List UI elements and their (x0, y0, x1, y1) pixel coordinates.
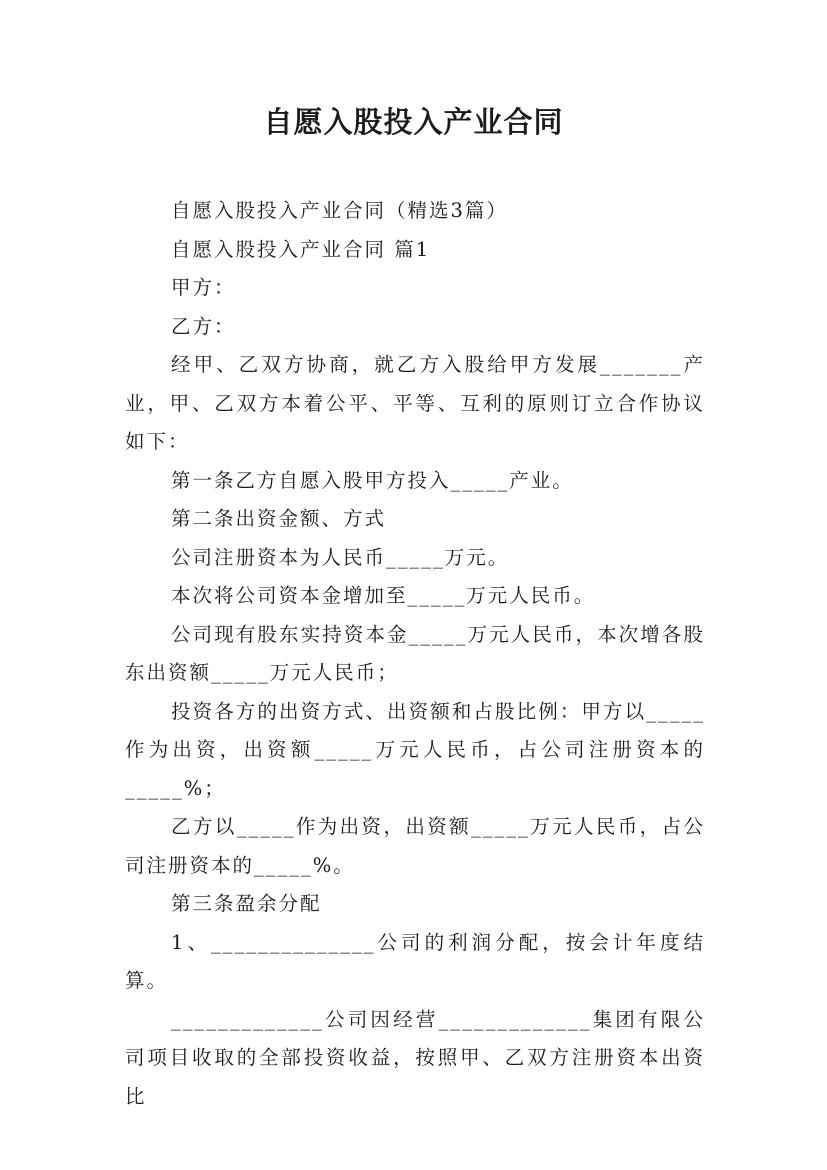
paragraph-preamble: 经甲、乙双方协商，就乙方入股给甲方发展_______产业，甲、乙双方本着公平、平等、互利的原则订立合作协议如下： (125, 353, 705, 453)
paragraph-existing-shareholders: 公司现有股东实持资本金_____万元人民币，本次增各股东出资额_____万元人民币； (125, 622, 705, 684)
paragraph-investment-income: _____________公司因经营_____________集团有限公司项目收取的全部投资收益，按照甲、乙双方注册资本出资比 (125, 1007, 705, 1108)
document-body (125, 192, 705, 1116)
paragraph-section-heading: 自愿入股投入产业合同 篇1 (171, 237, 431, 261)
paragraph-party-b: 乙方： (171, 314, 236, 338)
paragraph-contribution-party-a: 投资各方的出资方式、出资额和占股比例：甲方以_____作为出资，出资额_____万元人民币，占公司注册资本的_____%； (125, 699, 705, 800)
paragraph-article-3-heading: 第三条盈余分配 (171, 892, 322, 915)
document-title: 自愿入股投入产业合同 (263, 105, 564, 139)
paragraph-subtitle: 自愿入股投入产业合同（精选3篇） (171, 199, 508, 222)
paragraph-contribution-party-b: 乙方以_____作为出资，出资额_____万元人民币，占公司注册资本的_____%。 (125, 815, 705, 877)
paragraph-capital-increase: 本次将公司资本金增加至_____万元人民币。 (171, 584, 596, 607)
paragraph-article-1: 第一条乙方自愿入股甲方投入_____产业。 (171, 468, 574, 492)
paragraph-profit-distribution: 1、______________公司的利润分配，按会计年度结算。 (125, 930, 705, 992)
paragraph-registered-capital: 公司注册资本为人民币_____万元。 (171, 545, 510, 569)
paragraph-party-a: 甲方： (171, 276, 236, 299)
paragraph-article-2-heading: 第二条出资金额、方式 (171, 507, 387, 530)
